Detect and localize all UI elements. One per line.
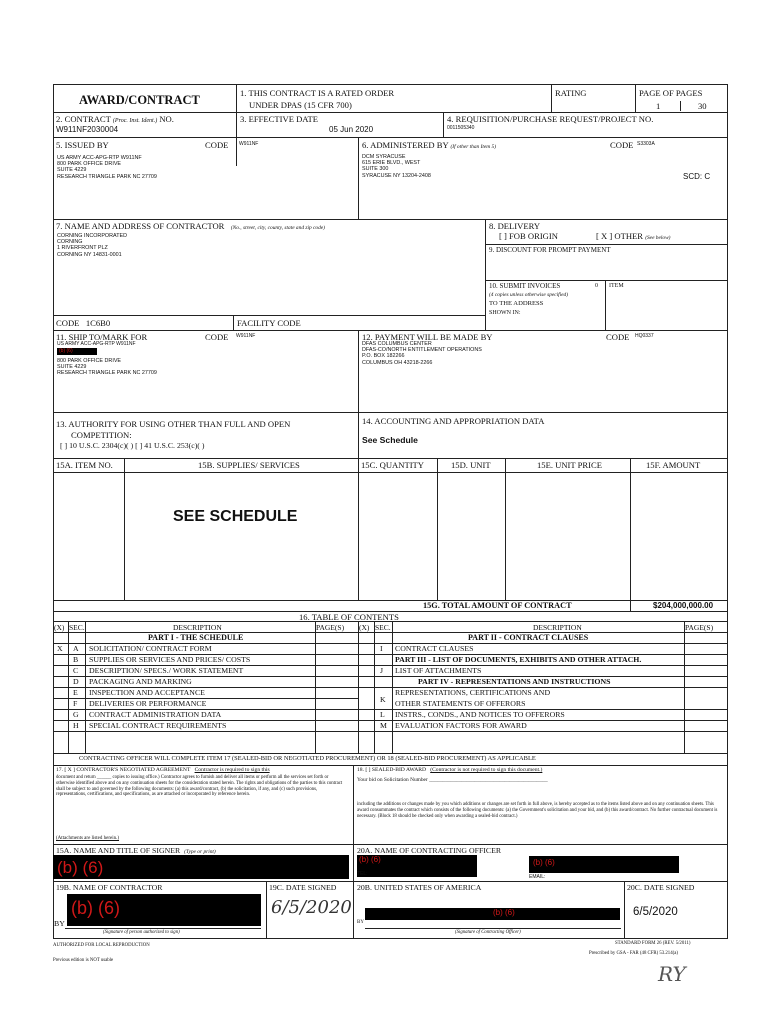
toc-row-divider <box>53 731 358 732</box>
scd-value: SCD: C <box>683 172 711 181</box>
toc-row-x: X <box>57 644 63 653</box>
officer-date-label: 20C. DATE SIGNED <box>627 883 695 892</box>
ship-to-line1: US ARMY ACC-APG-RTP W911NF <box>57 341 136 347</box>
ship-to-code: W911NF <box>236 333 256 339</box>
footer-reproduction: AUTHORIZED FOR LOCAL REPRODUCTION <box>53 943 150 948</box>
officer-email-label: EMAIL: <box>529 874 546 880</box>
toc-sec-m: M <box>380 721 387 730</box>
item18-text: including the additions or changes made by you which additions or changes are set forth in full above, is hereby accepted as to the items listed above and on any continuation sheets. This award consummates the contract which consists of the following documents: (a) the Government's solicitation and your bid, and (b) this award/contract. No further contractual document is necessary. (Block 18 should be checked only when awarding a sealed-bid contract.) <box>357 802 718 819</box>
contractor-date-label: 19C. DATE SIGNED <box>269 883 337 892</box>
col-supplies: 15B. SUPPLIES/ SERVICES <box>198 460 300 470</box>
toc-title: 16. TABLE OF CONTENTS <box>299 612 399 622</box>
initials-handwritten: RY <box>658 962 686 986</box>
contractor-signature-hint: (Signature of person authorized to sign) <box>103 930 180 935</box>
page-number: 1 <box>656 101 661 111</box>
item18-solicitation: Your bid on Solicitation Number ____________________________________________ <box>357 777 548 783</box>
contract-number: W911NF2030004 <box>56 125 119 134</box>
toc-row-desc: PACKAGING AND MARKING <box>89 677 192 686</box>
toc-sec-k: K <box>380 695 386 704</box>
payment-code: HQ0337 <box>635 333 654 339</box>
submit-invoices-label: 10. SUBMIT INVOICES <box>489 282 561 290</box>
item-label: ITEM <box>609 283 624 289</box>
toc-header-sec: SEC. <box>69 623 85 632</box>
toc-row-desc: SPECIAL CONTRACT REQUIREMENTS <box>89 721 227 730</box>
toc-row-sec: D <box>73 677 79 686</box>
delivery-label: 8. DELIVERY <box>489 221 541 231</box>
issued-by-address: US ARMY ACC-APG-RTP W911NF 800 PARK OFFICE DRIVE SUITE 4229 RESEARCH TRIANGLE PARK NC 27709 <box>57 155 157 180</box>
other-checkbox[interactable]: [ X ] OTHER (See below) <box>596 231 671 241</box>
requisition-label: 4. REQUISITION/PURCHASE REQUEST/PROJECT NO. <box>447 114 654 124</box>
footer-previous-edition: Previous edition is NOT usable <box>53 958 114 963</box>
toc-desc-k1: REPRESENTATIONS, CERTIFICATIONS AND <box>395 688 551 697</box>
toc-row-desc: CONTRACT ADMINISTRATION DATA <box>89 710 222 719</box>
col-item-no: 15A. ITEM NO. <box>56 460 113 470</box>
fob-origin-checkbox[interactable]: [ ] FOB ORIGIN <box>499 231 558 241</box>
administered-by-address: DCM SYRACUSE 615 ERIE BLVD., WEST SUITE 300 SYRACUSE NY 13204-2408 <box>362 154 431 179</box>
signer-redaction-label: (b) (6) <box>57 858 104 877</box>
officer-redaction-2-label: (b) (6) <box>533 858 555 867</box>
toc-part2: PART II - CONTRACT CLAUSES <box>468 633 589 642</box>
col-quantity: 15C. QUANTITY <box>361 460 425 470</box>
contracting-officer-note: CONTRACTING OFFICER WILL COMPLETE ITEM 17 (SEALED-BID OR NEGOTIATED PROCUREMENT) OR 18 (SEALED-BID PROCUREMENT) AS APPLICABLE <box>79 755 536 762</box>
toc-header-sec-right: SEC. <box>375 623 391 632</box>
effective-date-label: 3. EFFECTIVE DATE <box>240 114 319 124</box>
item17-label: 17. [ X ] CONTRACTOR'S NEGOTIATED AGREEMENT Contractor is required to sign this <box>56 767 270 773</box>
administered-by-code-label: CODE <box>610 140 634 150</box>
contractor-signature-redaction-label: (b) (6) <box>71 898 120 918</box>
toc-sec-i: I <box>380 644 383 653</box>
toc-header-pages-right: PAGE(S) <box>685 623 714 632</box>
page-total: 30 <box>698 101 707 111</box>
administered-by-label: 6. ADMINISTERED BY (If other than Item 5) <box>362 140 497 150</box>
contractor-address-label: 7. NAME AND ADDRESS OF CONTRACTOR (No., street, city, county, state and zip code) <box>56 221 325 231</box>
toc-header-pages: PAGE(S) <box>316 623 345 632</box>
toc-row-sec: G <box>73 710 79 719</box>
payment-address: DFAS COLUMBUS CENTER DFAS-CO/NORTH ENTITLEMENT OPERATIONS P.O. BOX 182266 COLUMBUS OH 43218-2266 <box>362 341 482 366</box>
facility-code-label: FACILITY CODE <box>237 318 301 328</box>
see-schedule-text: SEE SCHEDULE <box>173 508 298 525</box>
accounting-label: 14. ACCOUNTING AND APPROPRIATION DATA <box>362 416 545 426</box>
toc-row-sec: A <box>73 644 79 653</box>
col-unit: 15D. UNIT <box>451 460 491 470</box>
shown-in: SHOWN IN: <box>489 310 521 316</box>
item18-label: 18. [ ] SEALED-BID AWARD (Contractor is not required to sign this document.) <box>357 767 543 773</box>
award-contract-form <box>53 84 728 986</box>
toc-part3: PART III - LIST OF DOCUMENTS, EXHIBITS AND OTHER ATTACH. <box>395 655 642 664</box>
ship-to-code-label: CODE <box>205 332 229 342</box>
discount-label: 9. DISCOUNT FOR PROMPT PAYMENT <box>489 246 611 254</box>
footer-form-number: STANDARD FORM 26 (REV. 5/2011) <box>615 941 691 946</box>
payment-code-label: CODE <box>606 332 630 342</box>
contractor-name-label: 19B. NAME OF CONTRACTOR <box>56 883 163 892</box>
toc-desc-i: CONTRACT CLAUSES <box>395 644 474 653</box>
dpas-label: UNDER DPAS (15 CFR 700) <box>249 100 352 110</box>
usa-by-label: BY <box>357 920 364 925</box>
contractor-address: CORNING INCORPORATED CORNING 1 RIVERFRONT PLZ CORNING NY 14831-0001 <box>57 233 127 258</box>
issued-by-code: W911NF <box>239 141 259 147</box>
authority-options: [ ] 10 U.S.C. 2304(c)( ) [ ] 41 U.S.C. 253(c)( ) <box>60 441 205 450</box>
contractor-by-label: BY <box>54 919 65 928</box>
contract-label: 2. CONTRACT (Proc. Inst. Ident.) NO. <box>56 114 174 124</box>
submit-invoices-hint: (4 copies unless otherwise specified) <box>489 292 569 298</box>
toc-header-x-right: (X) <box>359 623 370 632</box>
toc-header-x: (X) <box>54 623 65 632</box>
total-amount-label: 15G. TOTAL AMOUNT OF CONTRACT <box>423 601 572 610</box>
issued-by-label: 5. ISSUED BY <box>56 140 109 150</box>
effective-date: 05 Jun 2020 <box>329 125 374 134</box>
toc-desc-j: LIST OF ATTACHMENTS <box>395 666 482 675</box>
toc-row-desc: INSPECTION AND ACCEPTANCE <box>89 688 205 697</box>
toc-desc-l: INSTRS., CONDS., AND NOTICES TO OFFERORS <box>395 710 565 719</box>
toc-row-desc: SUPPLIES OR SERVICES AND PRICES/ COSTS <box>89 655 251 664</box>
col-amount: 15F. AMOUNT <box>646 460 701 470</box>
toc-row-sec: C <box>73 666 79 675</box>
toc-part1: PART I - THE SCHEDULE <box>148 633 244 642</box>
item17-text: document and return ______ copies to issuing office.) Contractor agrees to furnish and deliver all items or perform all the services set forth or otherwise identified above and on any continuation sheets for the consideration stated herein. The rights and obligations of the parties to this contract shall be subject to and governed by the following documents: (a) this award/contract, (b) the solicitation, if any, and (c) such provisions, representations, certifications, and specifications, as are attached or incorporated by reference herein. <box>56 775 343 798</box>
toc-row-desc: DESCRIPTION/ SPECS./ WORK STATEMENT <box>89 666 244 675</box>
issued-by-code-label: CODE <box>205 140 229 150</box>
contractor-code: CODE 1C6B0 <box>56 318 111 328</box>
rating-label: RATING <box>555 88 587 98</box>
toc-sec-l: L <box>380 710 385 719</box>
ship-to-address: 800 PARK OFFICE DRIVE SUITE 4229 RESEARCH TRIANGLE PARK NC 27709 <box>57 358 157 377</box>
contractor-date-signed: 6/5/2020 <box>271 897 352 918</box>
toc-row-sec: E <box>73 688 78 697</box>
toc-part4: PART IV - REPRESENTATIONS AND INSTRUCTIONS <box>418 677 611 686</box>
item17-attachments: (Attachments are listed herein.) <box>56 836 120 841</box>
footer-prescribed: Prescribed by GSA - FAR (48 CFR) 53.214(a) <box>589 951 678 956</box>
authority-label: 13. AUTHORITY FOR USING OTHER THAN FULL AND OPEN <box>56 419 291 429</box>
officer-date-signed: 6/5/2020 <box>633 906 678 918</box>
officer-redaction-1-label: (b) (6) <box>359 855 381 864</box>
requisition-number: 0011505340 <box>447 125 475 131</box>
payment-label: 12. PAYMENT WILL BE MADE BY <box>362 332 493 342</box>
toc-desc-m: EVALUATION FACTORS FOR AWARD <box>395 721 527 730</box>
toc-sec-j: J <box>380 666 384 675</box>
toc-row-desc: DELIVERIES OR PERFORMANCE <box>89 699 207 708</box>
rated-order-label: 1. THIS CONTRACT IS A RATED ORDER <box>240 88 395 98</box>
total-amount-value: $204,000,000.00 <box>653 601 714 610</box>
col-unit-price: 15E. UNIT PRICE <box>537 460 603 470</box>
competition-label: COMPETITION: <box>71 430 132 440</box>
officer-signature-hint: (Signature of Contracting Officer) <box>455 930 521 935</box>
form-title: AWARD/CONTRACT <box>79 93 200 107</box>
to-the-address: TO THE ADDRESS <box>489 300 544 307</box>
toc-header-desc: DESCRIPTION <box>173 623 222 632</box>
administered-by-code: S3303A <box>637 141 655 147</box>
toc-row-sec: H <box>73 721 79 730</box>
toc-desc-k2: OTHER STATEMENTS OF OFFERORS <box>395 699 526 708</box>
accounting-value: See Schedule <box>362 435 418 445</box>
officer-tel-label: TEL: <box>357 871 368 877</box>
toc-row-sec: B <box>73 655 79 664</box>
ship-to-label: 11. SHIP TO/MARK FOR <box>56 332 148 342</box>
submit-invoices-count: 0 <box>595 283 598 289</box>
toc-header-desc-right: DESCRIPTION <box>533 623 582 632</box>
officer-signature-redaction-label: (b) (6) <box>493 908 515 917</box>
officer-label: 20A. NAME OF CONTRACTING OFFICER <box>357 846 502 855</box>
ship-to-redaction-label: (b) (6) <box>59 348 73 354</box>
toc-row-sec: F <box>73 699 78 708</box>
usa-label: 20B. UNITED STATES OF AMERICA <box>357 883 482 892</box>
page-of-pages-label: PAGE OF PAGES <box>639 88 703 98</box>
toc-row-desc: SOLICITATION/ CONTRACT FORM <box>89 644 212 653</box>
signer-label: 15A. NAME AND TITLE OF SIGNER (Type or print) <box>56 846 216 855</box>
